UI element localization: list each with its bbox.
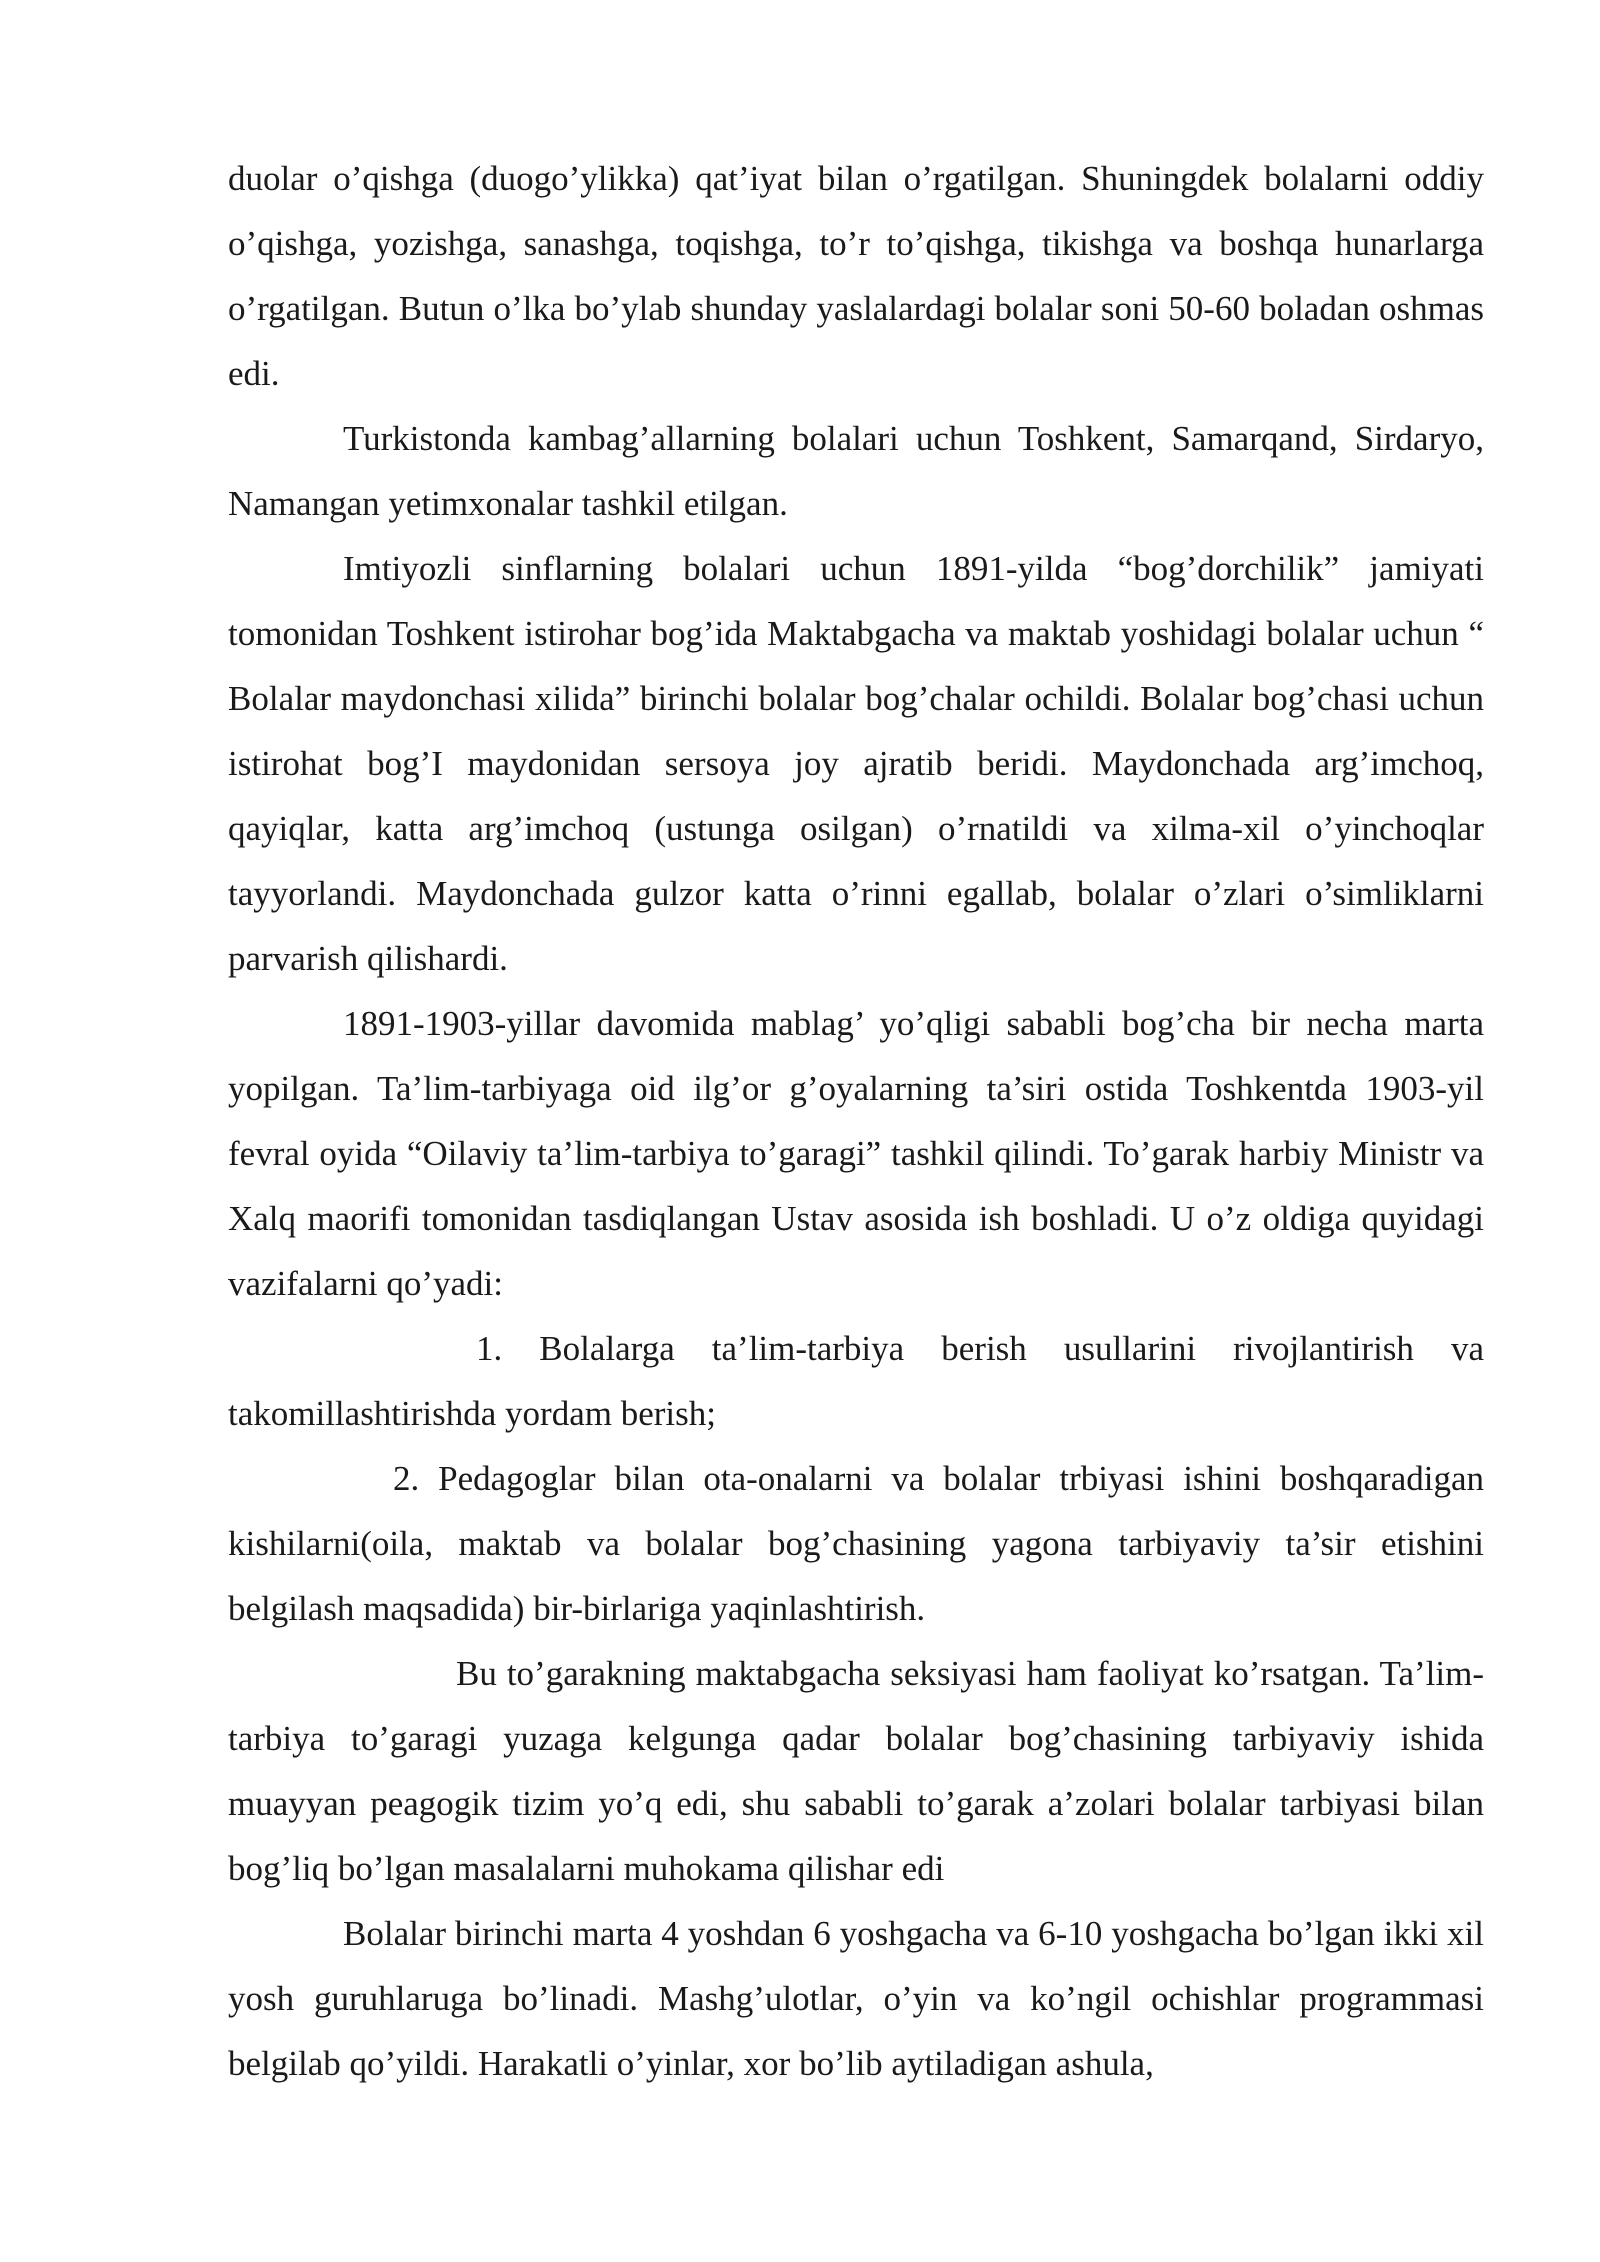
list-item-1: 1. Bolalarga ta’lim-tarbiya berish usullarini rivojlantirish va takomillashtirishda yordam berish;: [228, 1329, 1484, 1433]
paragraph-orphanages: Turkistonda kambag’allarning bolalari uchun Toshkent, Samarqand, Sirdaryo, Namangan yetimxonalar tashkil etilgan.: [228, 419, 1484, 523]
paragraph-first-kindergarten: Imtiyozli sinflarning bolalari uchun 1891-yilda “bog’dorchilik” jamiyati tomonidan Toshkent istirohar bog’ida Maktabgacha va maktab yoshidagi bolalar uchun “ Bolalar maydonchasi xilida” birinchi bolalar bog’chalar ochildi. Bolalar bog’chasi uchun istirohat bog’I maydonidan sersoya joy ajratib beridi. Maydonchada arg’imchoq, qayiqlar, katta arg’imchoq (ustunga osilgan) o’rnatildi va xilma-xil o’yinchoqlar tayyorlandi. Maydonchada gulzor katta o’rinni egallab, bolalar o’zlari o’simliklarni parvarish qilishardi.: [228, 549, 1484, 978]
paragraph-continuation: duolar o’qishga (duogo’ylikka) qat’iyat bilan o’rgatilgan. Shuningdek bolalarni oddiy o’qishga, yozishga, sanashga, toqishga, to’r to’qishga, tikishga va boshqa hunarlarga o’rgatilgan. Butun o’lka bo’ylab shunday yaslalardagi bolalar soni 50-60 boladan oshmas edi.: [228, 159, 1484, 393]
paragraph-age-groups: Bolalar birinchi marta 4 yoshdan 6 yoshgacha va 6-10 yoshgacha bo’lgan ikki xil yosh guruhlaruga bo’linadi. Mashg’ulotlar, o’yin va ko’ngil ochishlar programmasi belgilab qo’yildi. Harakatli o’yinlar, xor bo’lib aytiladigan ashula,: [228, 1914, 1484, 2083]
paragraph-preschool-section: Bu to’garakning maktabgacha seksiyasi ham faoliyat ko’rsatgan. Ta’lim-tarbiya to’garagi yuzaga kelgunga qadar bolalar bog’chasining tarbiyaviy ishida muayyan peagogik tizim yo’q edi, shu sababli to’garak a’zolari bolalar tarbiyasi bilan bog’liq bo’lgan masalalarni muhokama qilishar edi: [228, 1654, 1484, 1888]
body-text: [228, 146, 1484, 2096]
list-item-2: 2. Pedagoglar bilan ota-onalarni va bolalar trbiyasi ishini boshqaradigan kishilarni(oila, maktab va bolalar bog’chasining yagona tarbiyaviy ta’sir etishini belgilash maqsadida) bir-birlariga yaqinlashtirish.: [228, 1459, 1484, 1628]
paragraph-circle-founding: 1891-1903-yillar davomida mablag’ yo’qligi sababli bog’cha bir necha marta yopilgan. Ta’lim-tarbiyaga oid ilg’or g’oyalarning ta’siri ostida Toshkentda 1903-yil fevral oyida “Oilaviy ta’lim-tarbiya to’garagi” tashkil qilindi. To’garak harbiy Ministr va Xalq maorifi tomonidan tasdiqlangan Ustav asosida ish boshladi. U o’z oldiga quyidagi vazifalarni qo’yadi:: [228, 1004, 1484, 1303]
